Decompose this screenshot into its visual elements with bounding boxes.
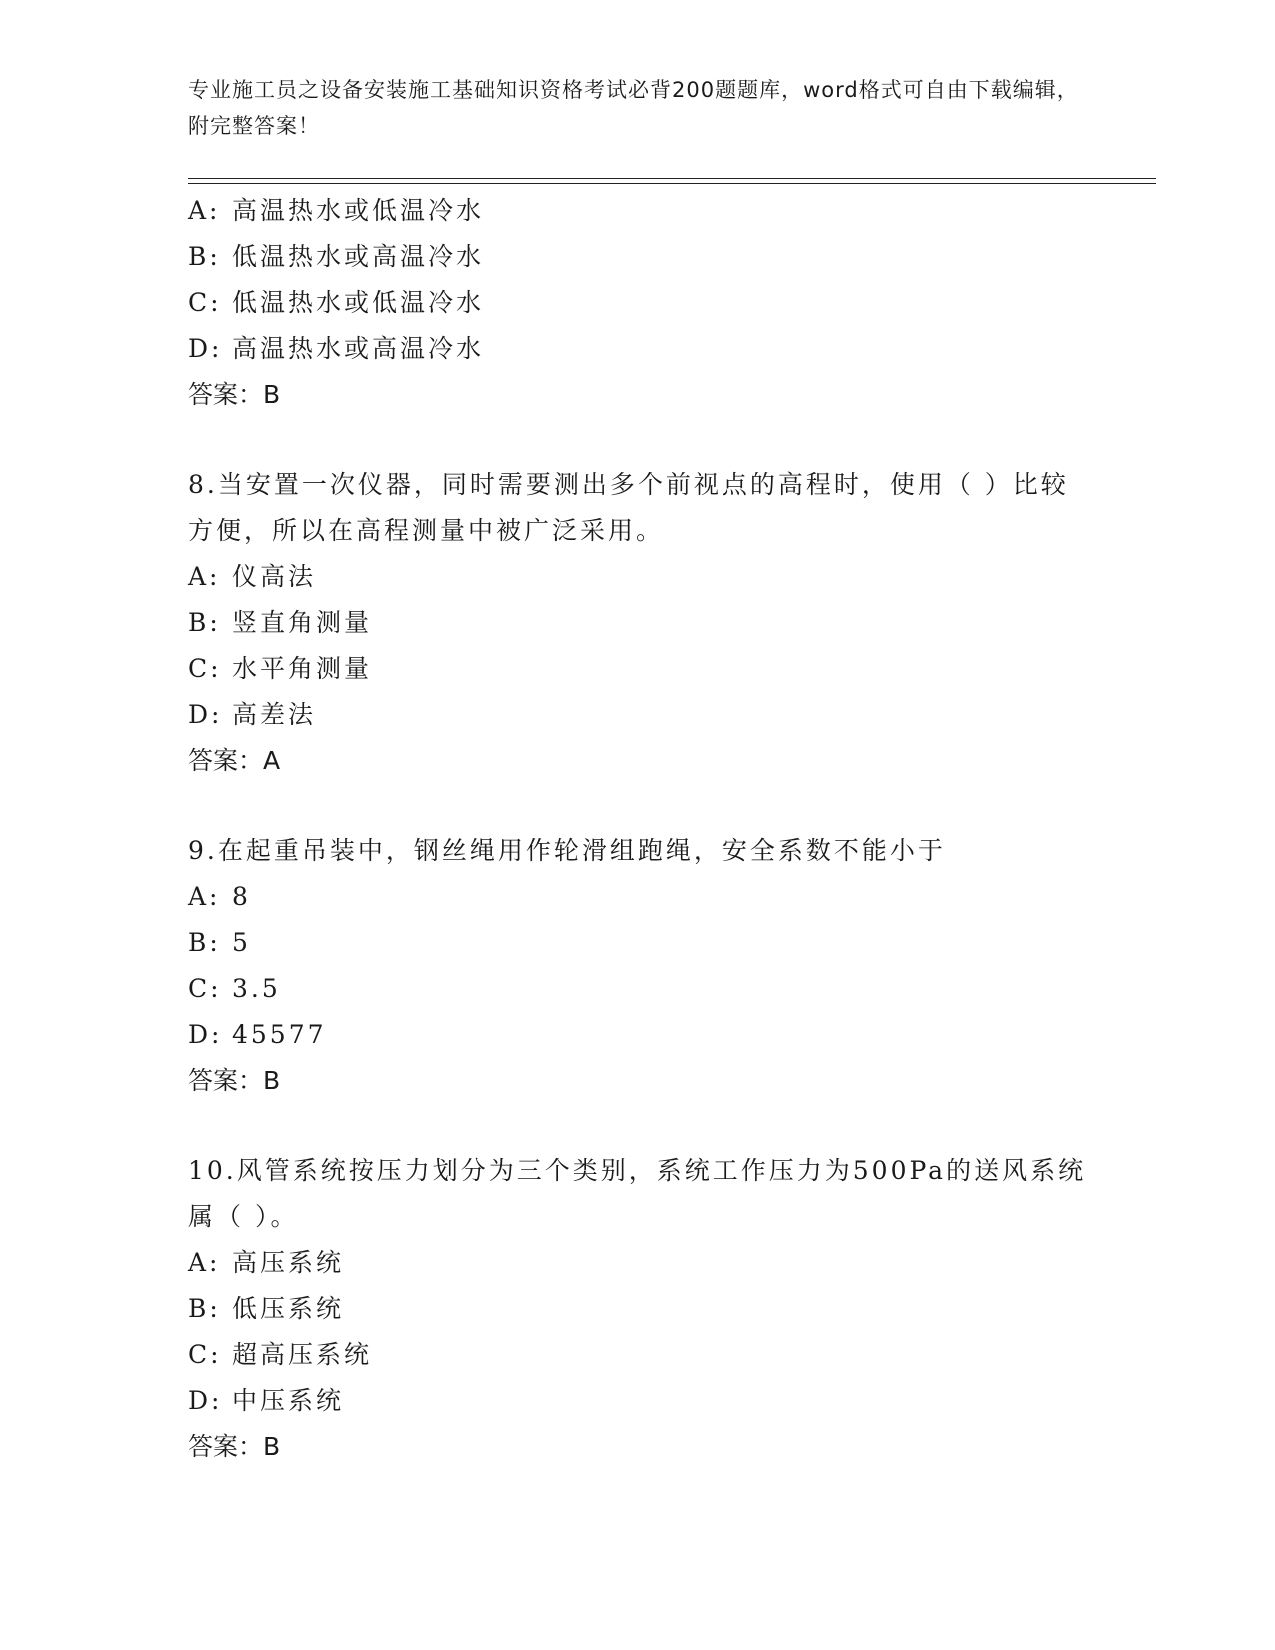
option-text: 中压系统 [232,1386,345,1415]
option-a [188,874,1088,920]
option-text: 超高压系统 [232,1340,373,1369]
option-d [188,1378,1088,1424]
option-letter: B: [188,242,221,271]
option-letter: D: [188,334,223,363]
option-text: 低温热水或高温冷水 [232,242,485,271]
answer-line: 答案：B [188,380,281,409]
option-text: 高温热水或低温冷水 [232,196,485,225]
document-header [188,72,1088,144]
question-list [188,188,1088,1470]
option-c [188,1332,1088,1378]
option-letter: B: [188,1294,221,1323]
answer-line: 答案：B [188,1066,281,1095]
option-a [188,188,1088,234]
header-divider-top [188,178,1156,179]
answer-line: 答案：A [188,746,281,775]
question-8 [188,462,1088,784]
option-a [188,1240,1088,1286]
question-stem: 9.在起重吊装中，钢丝绳用作轮滑组跑绳，安全系数不能小于 [188,836,946,865]
option-letter: A: [188,196,221,225]
option-b [188,1286,1088,1332]
option-d [188,1012,1088,1058]
question-7 [188,188,1088,418]
option-text: 高温热水或高温冷水 [232,334,485,363]
option-d [188,692,1088,738]
option-b [188,234,1088,280]
option-letter: A: [188,1248,221,1277]
option-text: 高压系统 [232,1248,345,1277]
question-9 [188,828,1088,1104]
option-text: 低压系统 [232,1294,345,1323]
option-c [188,280,1088,326]
option-text: 仪高法 [232,562,317,591]
option-letter: B: [188,928,221,957]
option-b [188,920,1088,966]
answer-line: 答案：B [188,1432,281,1461]
question-10 [188,1148,1088,1470]
option-text: 3.5 [232,974,281,1003]
question-stem: 10.风管系统按压力划分为三个类别，系统工作压力为500Pa的送风系统属（ ）。 [188,1156,1087,1231]
header-divider-bottom [188,183,1156,184]
option-a [188,554,1088,600]
document-title: 专业施工员之设备安装施工基础知识资格考试必背200题题库，word格式可自由下载编辑，附完整答案！ [188,78,1079,138]
option-letter: C: [188,288,222,317]
option-letter: A: [188,562,221,591]
option-c [188,646,1088,692]
option-b [188,600,1088,646]
option-text: 竖直角测量 [232,608,373,637]
option-text: 水平角测量 [232,654,373,683]
option-d [188,326,1088,372]
option-letter: D: [188,1020,223,1049]
option-letter: B: [188,608,221,637]
option-letter: C: [188,974,222,1003]
option-letter: A: [188,882,221,911]
option-text: 5 [232,928,251,957]
option-text: 低温热水或低温冷水 [232,288,485,317]
option-letter: C: [188,654,222,683]
question-stem: 8.当安置一次仪器，同时需要测出多个前视点的高程时，使用（ ）比较方便，所以在高程测量中被广泛采用。 [188,470,1069,545]
option-letter: D: [188,1386,223,1415]
option-text: 8 [232,882,251,911]
option-letter: C: [188,1340,222,1369]
option-text: 高差法 [232,700,317,729]
option-c [188,966,1088,1012]
option-text: 45577 [232,1020,327,1049]
option-letter: D: [188,700,223,729]
